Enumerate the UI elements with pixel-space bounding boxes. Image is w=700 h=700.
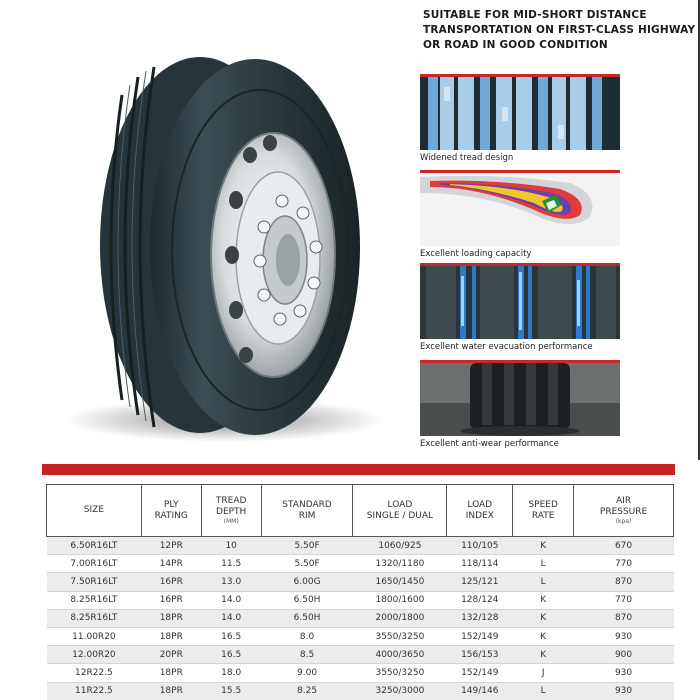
table-row [47,573,674,591]
cell-speed-rate: K [513,591,574,609]
feature-caption: Excellent loading capacity [420,249,532,259]
cell-load: 4000/3650 [353,646,447,664]
cell-ply-rating: 18PR [141,627,201,645]
cell-standard-rim: 6.50H [261,591,353,609]
cell-tread-depth: 10 [201,537,261,555]
cell-load-index: 152/149 [447,664,513,682]
cell-load-index: 110/105 [447,537,513,555]
table-row [47,555,674,573]
cell-standard-rim: 6.50H [261,609,353,627]
table-row [47,609,674,627]
cell-load: 1650/1450 [353,573,447,591]
cell-air-pressure: 770 [574,591,674,609]
cell-standard-rim: 8.25 [261,682,353,700]
cell-ply-rating: 16PR [141,573,201,591]
cell-speed-rate: L [513,573,574,591]
headline-line-2: TRANSPORTATION ON FIRST-CLASS HIGHWAY [423,24,696,36]
cell-air-pressure: 930 [574,664,674,682]
header-load-index: LOAD INDEX [447,485,513,537]
cell-load-index: 128/124 [447,591,513,609]
feature-caption: Excellent water evacuation performance [420,342,593,352]
cell-air-pressure: 870 [574,609,674,627]
table-row [47,627,674,645]
cell-load-index: 125/121 [447,573,513,591]
cell-tread-depth: 14.0 [201,609,261,627]
cell-air-pressure: 900 [574,646,674,664]
cell-ply-rating: 20PR [141,646,201,664]
cell-size: 8.25R16LT [47,609,142,627]
cell-speed-rate: J [513,664,574,682]
cell-ply-rating: 18PR [141,664,201,682]
cell-air-pressure: 670 [574,537,674,555]
header-speed-rate: SPEED RATE [513,485,574,537]
tread-grooves-image [420,263,620,339]
table-row [47,646,674,664]
header-tread-depth: TREAD DEPTH (MM) [201,485,261,537]
table-row [47,664,674,682]
header-standard-rim: STANDARD RIM [261,485,353,537]
cell-speed-rate: L [513,682,574,700]
cell-tread-depth: 18.0 [201,664,261,682]
cell-load: 2000/1800 [353,609,447,627]
cell-standard-rim: 5.50F [261,537,353,555]
feature-widened-tread [420,74,620,163]
cell-air-pressure: 870 [574,573,674,591]
cell-speed-rate: K [513,646,574,664]
cell-tread-depth: 16.5 [201,646,261,664]
cell-load-index: 156/153 [447,646,513,664]
cell-load: 3250/3000 [353,682,447,700]
table-header-band [42,464,675,475]
cell-speed-rate: K [513,627,574,645]
cell-tread-depth: 14.0 [201,591,261,609]
headline-line-3: OR ROAD IN GOOD CONDITION [423,39,608,51]
tire-cross-section-image [420,170,620,246]
tread-closeup-image [420,74,620,150]
cell-tread-depth: 16.5 [201,627,261,645]
feature-anti-wear [420,360,620,449]
cell-size: 12R22.5 [47,664,142,682]
cell-size: 7.50R16LT [47,573,142,591]
cell-tread-depth: 13.0 [201,573,261,591]
cell-load-index: 152/149 [447,627,513,645]
cell-size: 11.00R20 [47,627,142,645]
tire-on-road-image [420,360,620,436]
cell-load: 1060/925 [353,537,447,555]
table-header-row [47,485,674,537]
table-row [47,682,674,700]
cell-tread-depth: 11.5 [201,555,261,573]
cell-tread-depth: 15.5 [201,682,261,700]
cell-air-pressure: 770 [574,555,674,573]
cell-load-index: 149/146 [447,682,513,700]
cell-size: 7.00R16LT [47,555,142,573]
cell-load: 3550/3250 [353,664,447,682]
header-ply-rating: PLY RATING [141,485,201,537]
cell-ply-rating: 18PR [141,609,201,627]
cell-air-pressure: 930 [574,627,674,645]
cell-ply-rating: 18PR [141,682,201,700]
cell-speed-rate: K [513,609,574,627]
cell-ply-rating: 14PR [141,555,201,573]
headline [423,8,696,53]
feature-water-evacuation [420,263,620,352]
cell-standard-rim: 6.00G [261,573,353,591]
cell-load: 1800/1600 [353,591,447,609]
feature-caption: Excellent anti-wear performance [420,439,559,449]
cell-ply-rating: 16PR [141,591,201,609]
table-row [47,537,674,555]
cell-standard-rim: 9.00 [261,664,353,682]
table-row [47,591,674,609]
spec-table [46,484,674,700]
feature-loading-capacity [420,170,620,259]
cell-air-pressure: 930 [574,682,674,700]
cell-size: 11R22.5 [47,682,142,700]
cell-load: 1320/1180 [353,555,447,573]
cell-size: 12.00R20 [47,646,142,664]
header-load: LOAD SINGLE / DUAL [353,485,447,537]
cell-speed-rate: K [513,537,574,555]
headline-line-1: SUITABLE FOR MID-SHORT DISTANCE [423,9,647,21]
feature-caption: Widened tread design [420,153,514,163]
cell-standard-rim: 8.5 [261,646,353,664]
header-size: SIZE [47,485,142,537]
cell-standard-rim: 8.0 [261,627,353,645]
cell-load: 3550/3250 [353,627,447,645]
cell-size: 8.25R16LT [47,591,142,609]
cell-load-index: 118/114 [447,555,513,573]
cell-size: 6.50R16LT [47,537,142,555]
cell-speed-rate: L [513,555,574,573]
cell-load-index: 132/128 [447,609,513,627]
cell-standard-rim: 5.50F [261,555,353,573]
tire-image [60,55,400,450]
header-air-pressure: AIR PRESSURE (kpa) [574,485,674,537]
table-body [47,537,674,700]
cell-ply-rating: 12PR [141,537,201,555]
